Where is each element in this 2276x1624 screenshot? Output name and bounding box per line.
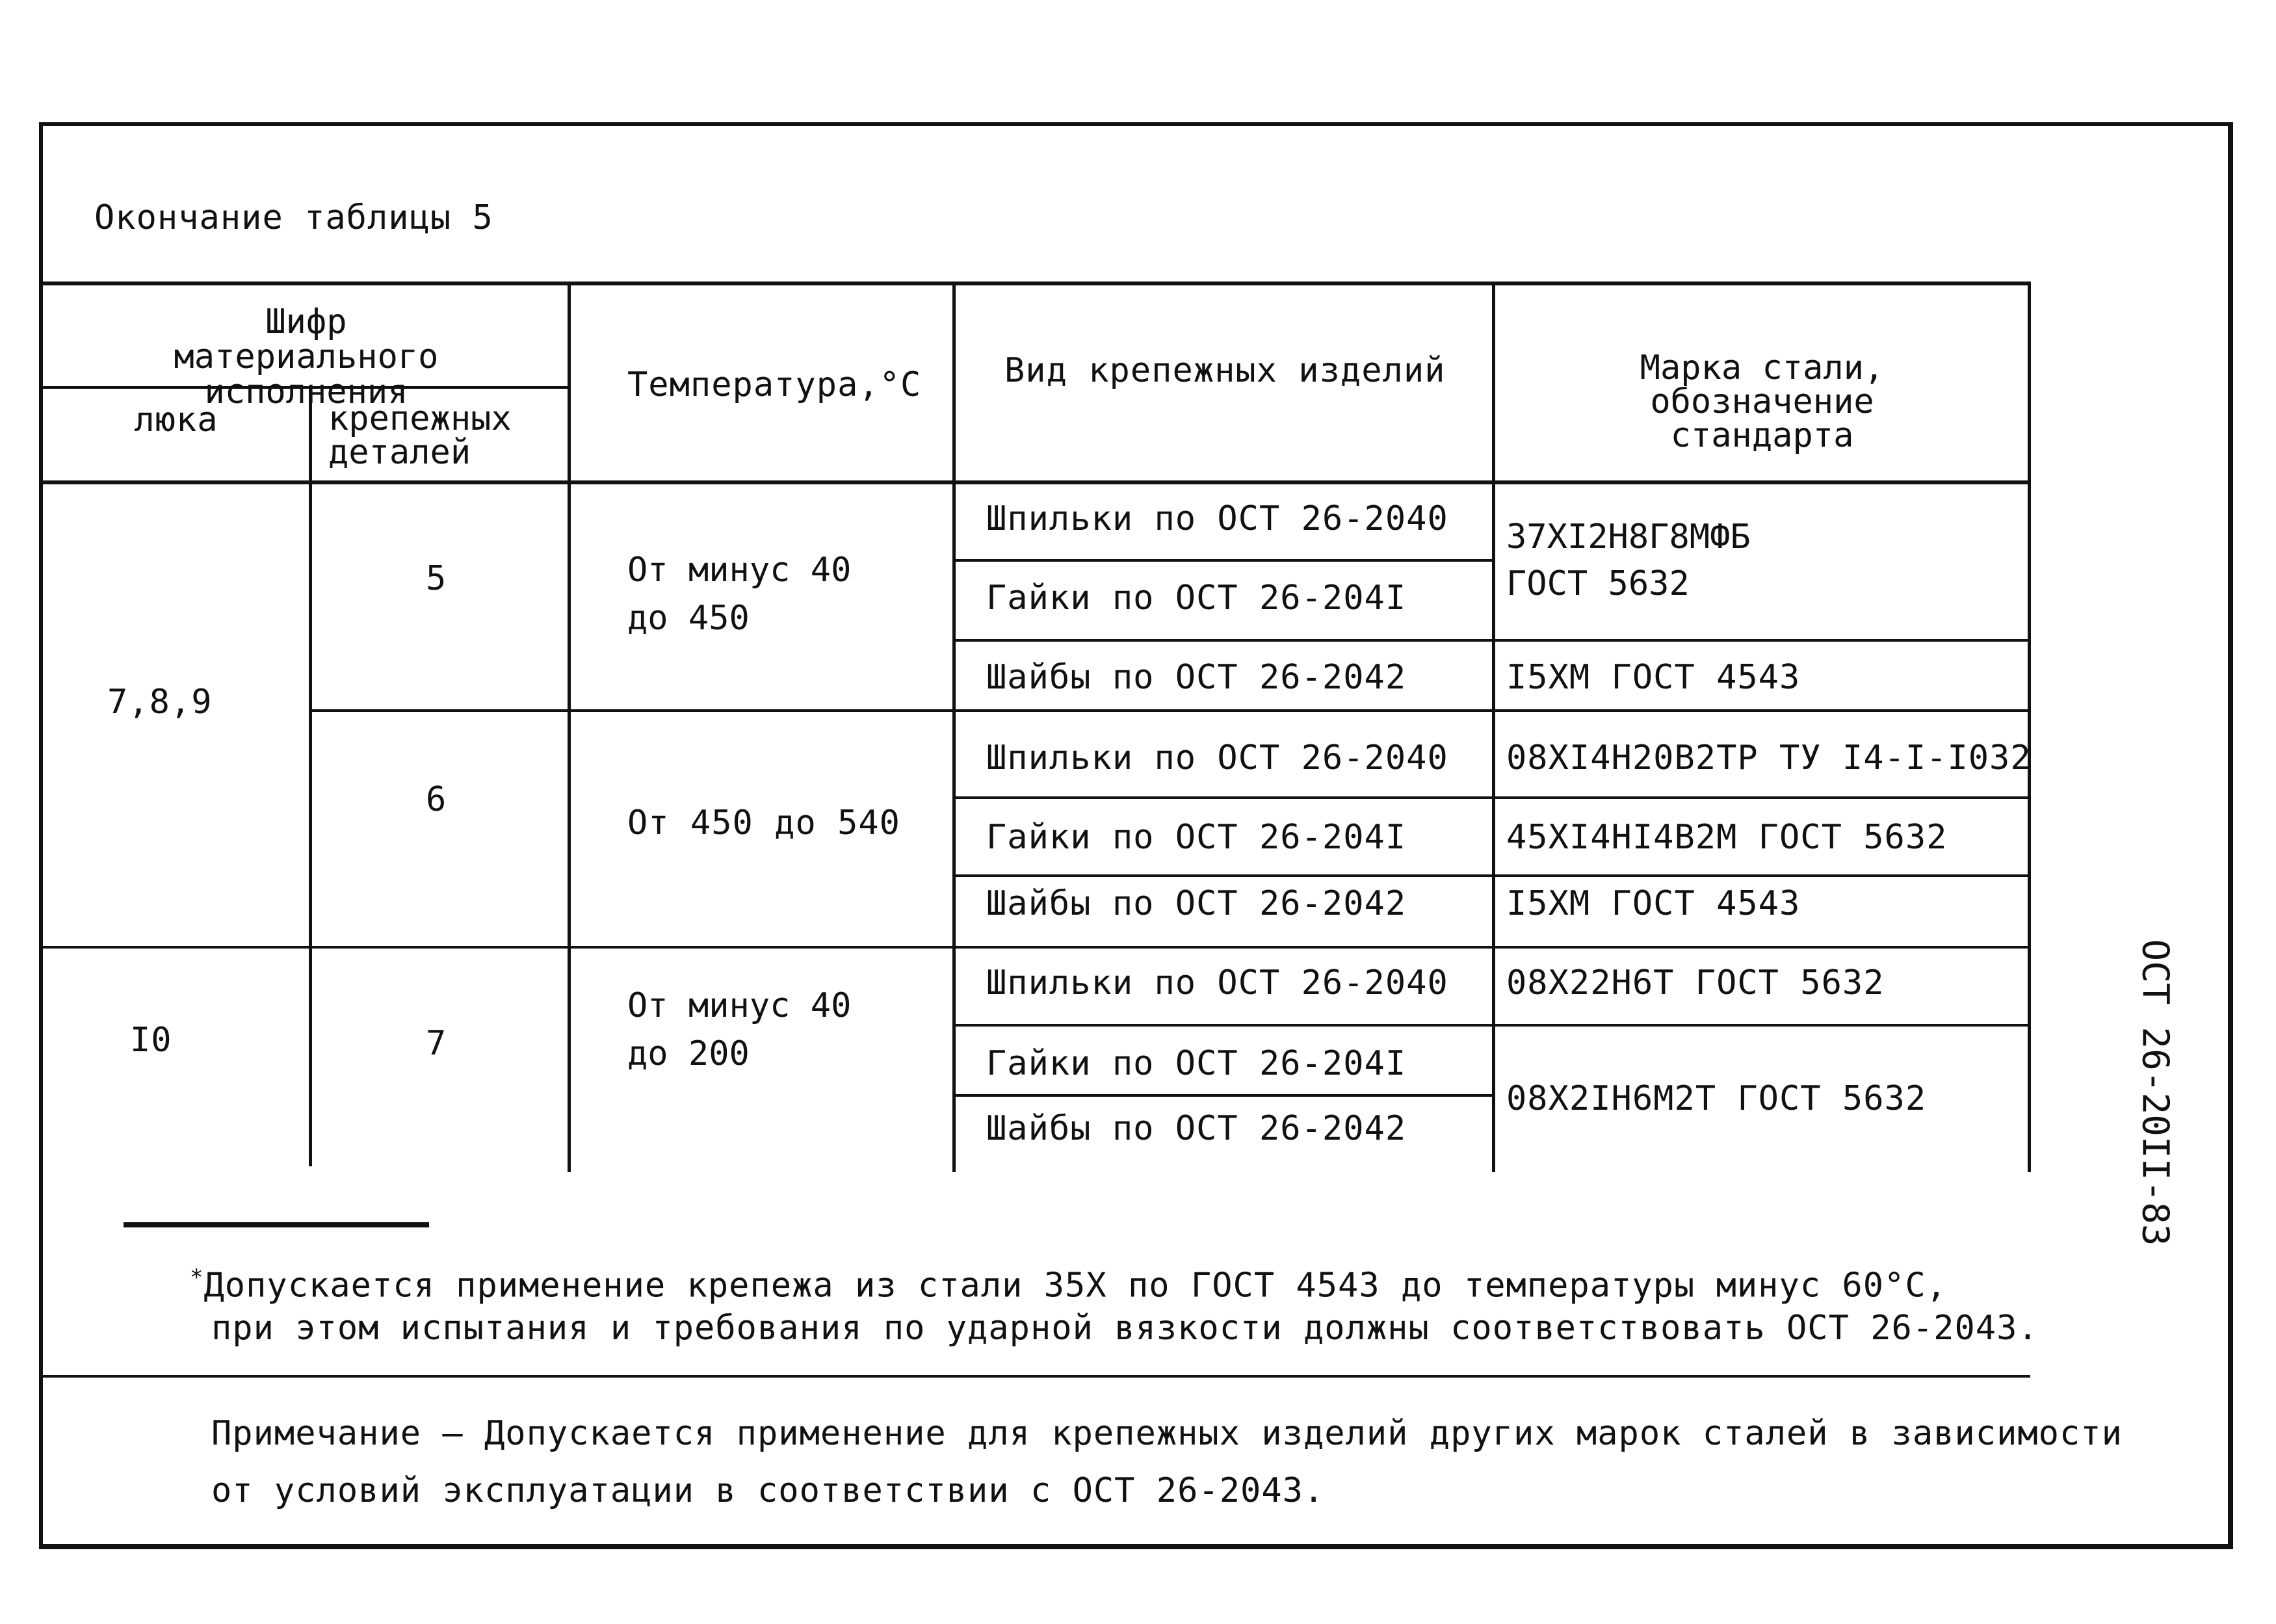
fastener-code-cell: 7 [426, 1024, 447, 1063]
col-rule [952, 282, 956, 1172]
steel-grade-cell: 45XI4HI4B2M ГОСТ 5632 [1506, 818, 1948, 857]
fastener-kind-cell: Шпильки по ОСТ 26-2040 [986, 963, 1448, 1002]
fastener-code-cell: 5 [426, 559, 447, 598]
fastener-kind-cell: Шпильки по ОСТ 26-2040 [986, 499, 1448, 538]
header-temp-cell: Температура,°C [627, 365, 922, 404]
fastener-kind-cell: Шайбы по ОСТ 26-2042 [986, 884, 1407, 923]
header-hatch-cell: люка [134, 400, 218, 439]
table-caption: Окончание таблицы 5 [94, 198, 493, 237]
row-rule [955, 559, 1495, 562]
header-kind-cell: Вид крепежных изделий [1004, 351, 1446, 390]
header-group-cell: Шифр материального исполнения [174, 302, 439, 412]
steel-grade-cell: I5XM ГОСТ 4543 [1506, 884, 1801, 923]
footnote-line-1: *Допускается применение крепежа из стали 35Х по ГОСТ 4543 до температуры минус 60°С, [190, 1264, 1947, 1305]
footnote-separator [124, 1222, 429, 1227]
temperature-cell: От минус 40 до 450 [627, 551, 852, 638]
steel-grade-cell: 08X22H6T ГОСТ 5632 [1506, 963, 1885, 1002]
hatch-cell-a: 7,8,9 [107, 683, 213, 722]
document-code-vertical: ОСТ 26-20II-83 [2134, 938, 2177, 1246]
header-fast-cell: крепежных деталей [328, 399, 512, 472]
group-rule [43, 946, 2030, 949]
steel-grade-cell: 37XI2H8Г8МФБ ГОСТ 5632 [1506, 517, 1751, 603]
footnote-line-2: при этом испытания и требования по ударной вязкости должны соответствовать ОСТ 26-2043. [211, 1309, 2039, 1348]
fastener-kind-cell: Гайки по ОСТ 26-204I [986, 579, 1407, 618]
header-steel-cell: Марка стали, обозначение стандарта [1640, 348, 1885, 455]
header-bottom-rule [43, 480, 2030, 484]
row-rule [955, 1094, 1495, 1097]
fastener-code-cell: 6 [426, 780, 447, 819]
fastener-kind-cell: Шайбы по ОСТ 26-2042 [986, 1109, 1407, 1148]
steel-grade-cell: 08X2IH6M2T ГОСТ 5632 [1506, 1079, 1927, 1118]
table-top-border [43, 282, 2030, 285]
fastener-kind-cell: Шайбы по ОСТ 26-2042 [986, 658, 1407, 697]
col-rule [309, 386, 312, 1166]
temperature-cell: От минус 40 до 200 [627, 986, 852, 1073]
note-line-2: от условий эксплуатации в соответствии с ОСТ 26-2043. [211, 1471, 1325, 1510]
steel-grade-cell: 08XI4H20B2TP ТУ I4-I-I032 [1506, 739, 2032, 778]
fastener-kind-cell: Шпильки по ОСТ 26-2040 [986, 739, 1448, 778]
steel-grade-cell: I5XM ГОСТ 4543 [1506, 658, 1801, 697]
hatch-cell-b: I0 [130, 1021, 172, 1060]
col-rule [568, 282, 571, 1172]
footnote-bottom-rule [43, 1375, 2030, 1378]
fastener-kind-cell: Гайки по ОСТ 26-204I [986, 1044, 1407, 1083]
fastener-kind-cell: Гайки по ОСТ 26-204I [986, 818, 1407, 857]
note-line-1: Примечание – Допускается применение для крепежных изделий других марок сталей в зависимости [211, 1414, 2123, 1453]
temperature-cell: От 450 до 540 [627, 804, 900, 843]
footnote-marker: * [190, 1264, 204, 1290]
